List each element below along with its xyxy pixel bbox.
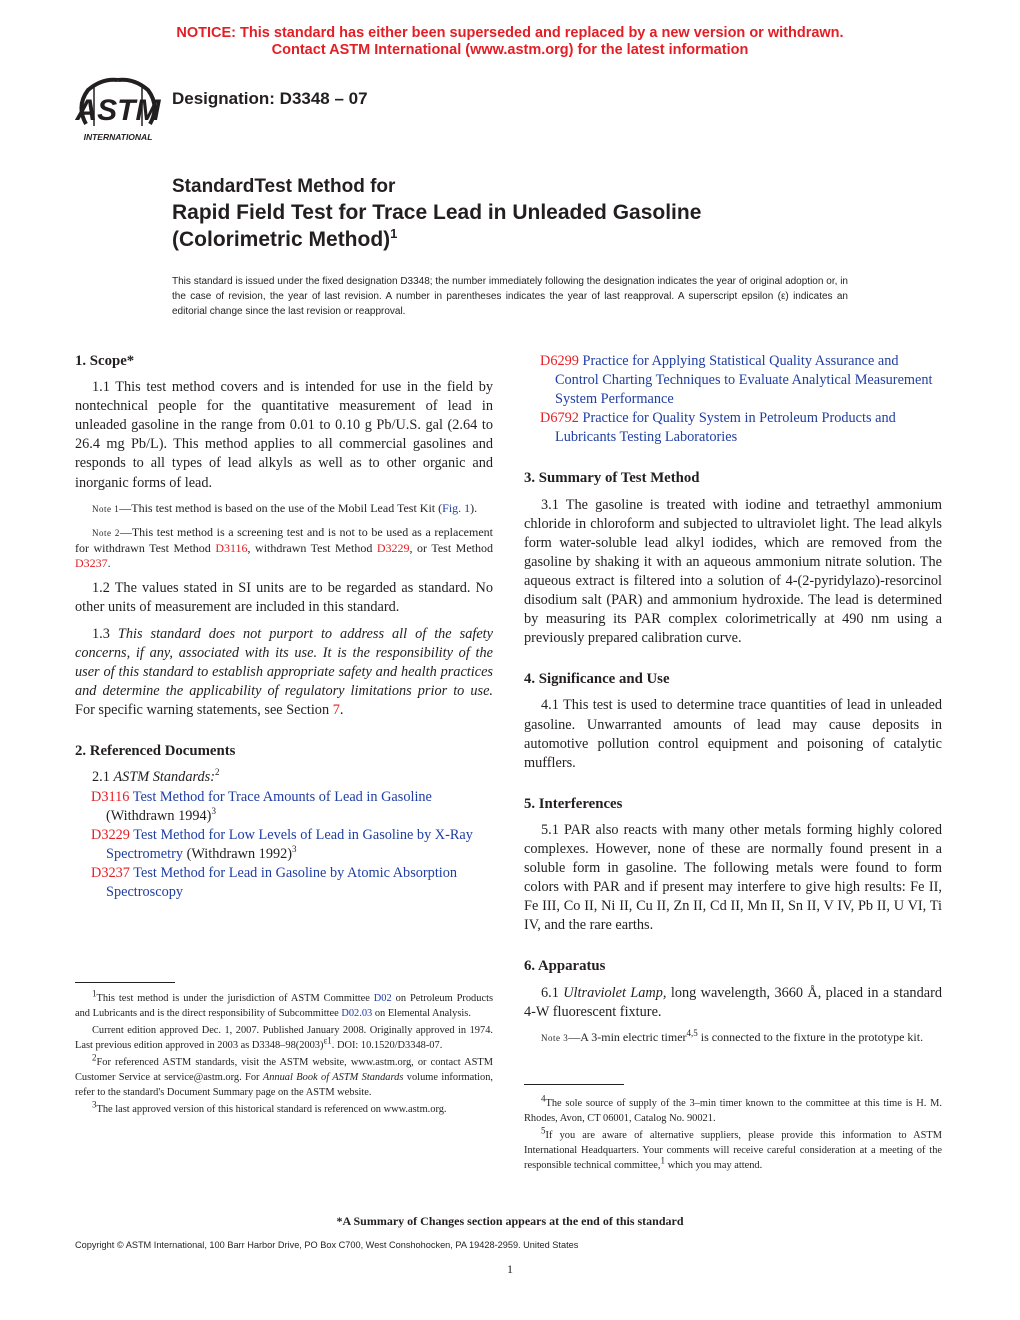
d3229-link[interactable]: D3229 — [376, 540, 410, 555]
notice-line-1: NOTICE: This standard has either been superseded and replaced by a new version or withdrawn. — [176, 25, 844, 41]
logo-text: INTERNATIONAL — [83, 132, 153, 142]
ref-d3237[interactable]: D3237 Test Method for Lead in Gasoline by Atomic Absorption Spectroscopy — [91, 864, 458, 900]
title-line-2: Rapid Field Test for Trace Lead in Unleaded Gasoline — [172, 201, 702, 224]
right-column — [524, 352, 942, 1046]
d3116-link[interactable]: D3116 — [215, 540, 248, 555]
committee-d02-link[interactable]: D02 — [373, 993, 392, 1004]
astm-logo — [72, 76, 164, 146]
footnotes-right — [524, 1093, 942, 1175]
ref-d6792[interactable]: D6792 Practice for Quality System in Petroleum Products and Lubricants Testing Laboratories — [540, 410, 896, 446]
notice-line-2: Contact ASTM International (www.astm.org) for the latest information — [271, 42, 749, 58]
paragraph-6-1: 6.1 Ultraviolet Lamp, long wavelength, 3660 Å, placed in a standard 4-W fluorescent fixture. — [524, 984, 942, 1020]
note-3: Note 3—A 3-min electric timer$^{4,5}$ is connected to the fixture in the prototype kit. — [541, 1027, 924, 1044]
paragraph-4-1: 4.1 This test is used to determine trace quantities of lead in unleaded gasoline. Unwarranted amounts of lead may cause deposits in automotive pollution control equipment and poisoning of catalytic mufflers. — [524, 697, 942, 771]
footnote-4: $^4$The sole source of supply of the 3–min timer known to the committee at this time is H. M. Rhodes, Avon, CT 06001, Catalog No. 90021. — [524, 1093, 942, 1124]
ref-d3229[interactable]: D3229 Test Method for Low Levels of Lead in Gasoline by X-Ray Spectrometry (Withdrawn 1992)$^3$ — [91, 826, 473, 862]
footnote-1-edition: Current edition approved Dec. 1, 2007. Published January 2008. Originally approved in 1974. Last previous edition approved in 2003 as $D3348-98(2003)^{\varepsilon 1}$. DOI: 10.1520/D3348-07. — [75, 1025, 493, 1051]
scope-heading: 1. Scope* — [75, 353, 135, 369]
issued-statement: This standard is issued under the fixed designation D3348; the number immediately following the designation indicates the year of original adoption or, in the case of revision, the year of last revision. A number in parentheses indicates the year of last reapproval. A superscript epsilon (ε) indicates an editorial change since the last revision or reapproval. — [172, 276, 848, 317]
note-2: Note 2—This test method is a screening test and is not to be used as a replacement for withdrawn Test Method D3116, withdrawn Test Method D3229, or Test Method D3237. — [75, 524, 494, 570]
title-line-3: (Colorimetric Method)$^1$ — [172, 226, 398, 251]
d3237-link[interactable]: D3237 — [75, 555, 108, 570]
apparatus-heading: 6. Apparatus — [524, 958, 606, 975]
paragraph-1-3: 1.3 This standard does not purport to address all of the safety concerns, if any, associated with its use. It is the responsibility of the user of this standard to establish appropriate safety and health practices and determine the applicability of regulatory limitations prior to use. For specific warning statements, see Section 7. — [75, 625, 493, 719]
paragraph-3-1: 3.1 The gasoline is treated with iodine and tetraethyl ammonium chloride in chloroform and subjected to ultraviolet light. The lead alkyls form water-soluble lead alkyl iodides, which are removed from the gasoline by shaking it with an aqueous ammonium nitrate solution. The aqueous extract is filtered into a solution of 4-(2-pyridylazo)-resorcinol disodium salt (PAR) and ammonium hydroxide. The lead is determined by measuring its PAR complex colorimetrically at 490 nm using a previously prepared calibration curve. — [524, 496, 942, 647]
subcommittee-d02-03-link[interactable]: D02.03 — [341, 1008, 373, 1019]
ref-d3116[interactable]: D3116 Test Method for Trace Amounts of Lead in Gasoline (Withdrawn 1994)$^3$ — [91, 788, 432, 824]
footnote-3: $^3$The last approved version of this historical standard is referenced on www.astm.org. — [92, 1099, 447, 1115]
note-1: Note 1—This test method is based on the use of the Mobil Lead Test Kit (Fig. 1). — [92, 500, 478, 515]
referenced-documents-heading: 2. Referenced Documents — [75, 743, 236, 760]
left-column — [75, 352, 493, 902]
section-7-link[interactable]: 7 — [332, 702, 340, 719]
paragraph-1-2: 1.2 The values stated in SI units are to be regarded as standard. No other units of measurement are included in this standard. — [75, 579, 493, 615]
ref-d6299[interactable]: D6299 Practice for Applying Statistical Quality Assurance and Control Charting Techniques to Evaluate Analytical Measurement System Performance — [540, 353, 933, 408]
interferences-heading: 5. Interferences — [524, 795, 623, 812]
designation: Designation: D3348 – 07 — [172, 89, 368, 108]
copyright: Copyright © ASTM International, 100 Barr Harbor Drive, PO Box C700, West Conshohocken, PA 19428-2959. United States — [75, 1240, 579, 1250]
summary-of-changes-notice: *A Summary of Changes section appears at the end of this standard — [336, 1214, 684, 1228]
notice-banner — [0, 25, 1020, 59]
paragraph-2-1: 2.1 ASTM Standards:$^2$ — [92, 767, 220, 786]
paragraph-5-1: 5.1 PAR also reacts with many other metals forming highly colored complexes. However, none of these are normally found present in a soluble form in gasoline. The following metals were found to form colors with PAR and if present may interfere to give high results: Fe II, Fe III, Co II, Ni II, Cu II, Zn II, Cd II, Mn II, Sn II, V IV, Pb II, U VI, Ti IV, and the rare earths. — [524, 821, 942, 934]
title-line-1: StandardTest Method for — [172, 176, 396, 197]
footnotes-left — [75, 988, 493, 1119]
footnote-2: $^2$For referenced ASTM standards, visit the ASTM website, www.astm.org, or contact ASTM Customer Service at service@astm.org. For Annual Book of ASTM Standards volume information, refer to the standard's Document Summary page on the ASTM website. — [75, 1052, 493, 1098]
significance-heading: 4. Significance and Use — [524, 671, 670, 688]
astm-logo-icon — [72, 76, 164, 146]
summary-heading: 3. Summary of Test Method — [524, 470, 700, 487]
footnote-5: $^5$If you are aware of alternative suppliers, please provide this information to ASTM International Headquarters. Your comments will receive careful consideration at a meeting of the responsible technical committee,$^1$ which you may attend. — [524, 1125, 942, 1171]
footnote-1: $^1$This test method is under the jurisdiction of ASTM Committee D02 on Petroleum Products and Lubricants and is the direct responsibility of Subcommittee D02.03 on Elemental Analysis. — [75, 988, 493, 1019]
page-number: 1 — [507, 1262, 513, 1276]
paragraph-1-1: 1.1 This test method covers and is intended for use in the field by nontechnical people for the quantitative measurement of lead in unleaded gasoline in the range from 0.01 to 0.10 g Pb/U.S. gal (2.64 to 26.4 mg Pb/L). This method applies to all commercial gasolines and responds to all types of lead alkyls as well as to other organic and inorganic forms of lead. — [75, 379, 493, 491]
footnote-rule-right — [524, 1084, 624, 1085]
footnote-rule-left — [75, 982, 175, 983]
fig-1-link[interactable]: Fig. 1 — [442, 500, 471, 515]
logo-mark: ASTM — [75, 94, 161, 127]
document-title — [172, 175, 701, 253]
